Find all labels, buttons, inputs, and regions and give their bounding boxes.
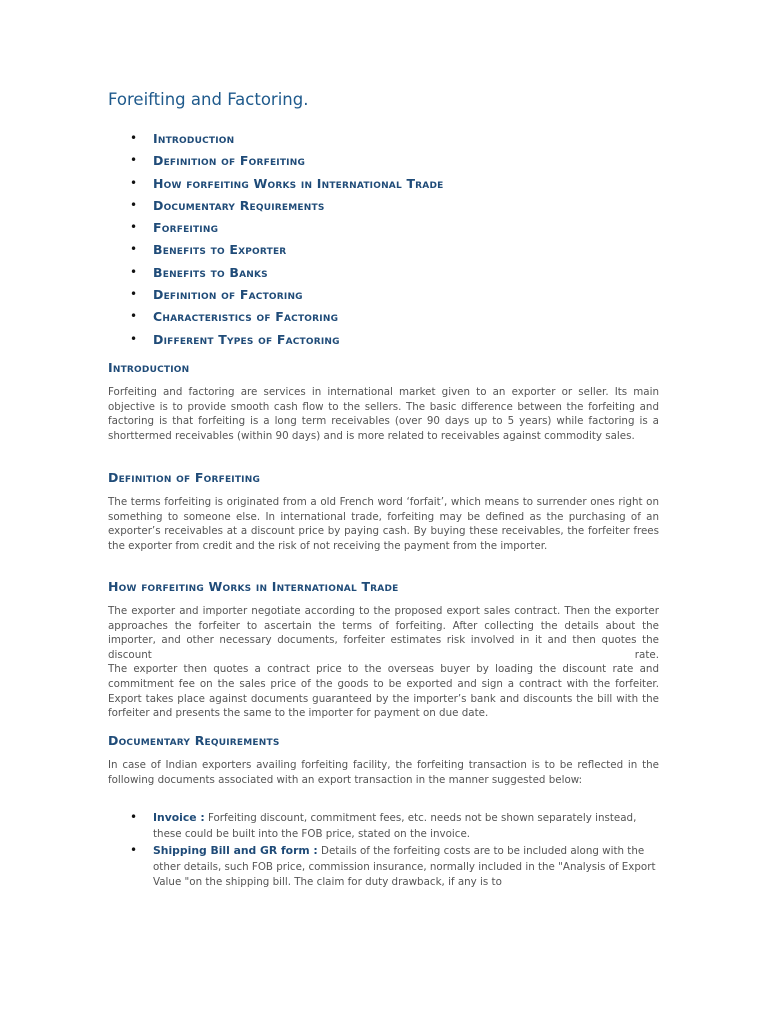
- list-item-text: Details of the forfeiting costs are to be included along with the other details, such FOB price, commission insurance, normally included in the "Analysis of Export Value "on the shipping bill. The claim for duty drawback, if any is to: [153, 845, 656, 888]
- toc-item: [108, 217, 668, 239]
- section-body: In case of Indian exporters availing forfeiting facility, the forfeiting transaction is to be reflected in the following documents associated with an export transaction in the manner suggested below:: [108, 759, 659, 786]
- section-heading: How forfeiting Works in International Trade: [108, 579, 399, 594]
- list-item-term: Invoice :: [153, 811, 205, 824]
- toc-item: [108, 173, 668, 195]
- toc-item-label: Benefits to Banks: [153, 264, 268, 280]
- toc-item-label: Characteristics of Factoring: [153, 309, 339, 325]
- toc-item: [108, 262, 668, 284]
- section-documentary-requirements: [108, 733, 659, 787]
- toc-item-label: Different Types of Factoring: [153, 331, 340, 347]
- list-item: [108, 810, 659, 842]
- toc-item-label: Forfeiting: [153, 220, 219, 236]
- toc-item-label: Documentary Requirements: [153, 197, 325, 213]
- toc-item-label: Definition of Factoring: [153, 287, 303, 303]
- section-body: The exporter and importer negotiate according to the proposed export sales contract. Then the exporter approaches the forfeiter to ascertain the terms of forfeiting. After collecting the details about the importer, and other necessary documents, forfeiter estimates risk involved in it and then quotes the discount rate.: [108, 605, 659, 661]
- section-heading: Introduction: [108, 360, 190, 375]
- toc-item-label: Definition of Forfeiting: [153, 153, 306, 169]
- toc-item: [108, 128, 668, 150]
- section-heading: Documentary Requirements: [108, 733, 280, 748]
- section-body: The exporter then quotes a contract price to the overseas buyer by loading the discount rate and commitment fee on the sales price of the goods to be exported and sign a contract with the forfeiter. Export takes place against documents guaranteed by the importer’s bank and discounts the bill with the forfeiter and presents the same to the importer for payment on due date.: [108, 663, 659, 720]
- toc-item: [108, 195, 668, 217]
- section-definition-of-forfeiting: [108, 470, 659, 553]
- toc-item: [108, 329, 668, 351]
- toc-item-label: How forfeiting Works in International Trade: [153, 175, 444, 191]
- toc-item: [108, 239, 668, 261]
- table-of-contents: [108, 128, 668, 351]
- list-item-term: Shipping Bill and GR form :: [153, 844, 318, 857]
- section-body: Forfeiting and factoring are services in international market given to an exporter or seller. Its main objective is to provide smooth cash flow to the sellers. The basic difference between the forfeiting and factoring is that forfeiting is a long term receivables (over 90 days up to 5 years) while factoring is a shorttermed receivables (within 90 days) and is more related to receivables against commodity sales.: [108, 386, 659, 442]
- documentary-requirements-list: [108, 810, 659, 892]
- document-title: Foreifting and Factoring.: [108, 90, 309, 109]
- toc-item-label: Introduction: [153, 131, 235, 146]
- list-item: [108, 843, 659, 891]
- toc-item: [108, 306, 668, 328]
- toc-item: [108, 150, 668, 172]
- list-item-text: Forfeiting discount, commitment fees, etc. needs not be shown separately instead, these could be built into the FOB price, stated on the invoice.: [153, 812, 637, 840]
- toc-item: [108, 284, 668, 306]
- section-heading: Definition of Forfeiting: [108, 470, 261, 485]
- section-how-forfeiting-works: [108, 579, 659, 721]
- section-introduction: [108, 360, 659, 443]
- toc-item-label: Benefits to Exporter: [153, 242, 287, 258]
- section-body: The terms forfeiting is originated from a old French word ‘forfait’, which means to surrender ones right on something to someone else. In international trade, forfeiting may be defined as the purchasing of an exporter’s receivables at a discount price by paying cash. By buying these receivables, the forfeiter frees the exporter from credit and the risk of not receiving the payment from the importer.: [108, 496, 659, 552]
